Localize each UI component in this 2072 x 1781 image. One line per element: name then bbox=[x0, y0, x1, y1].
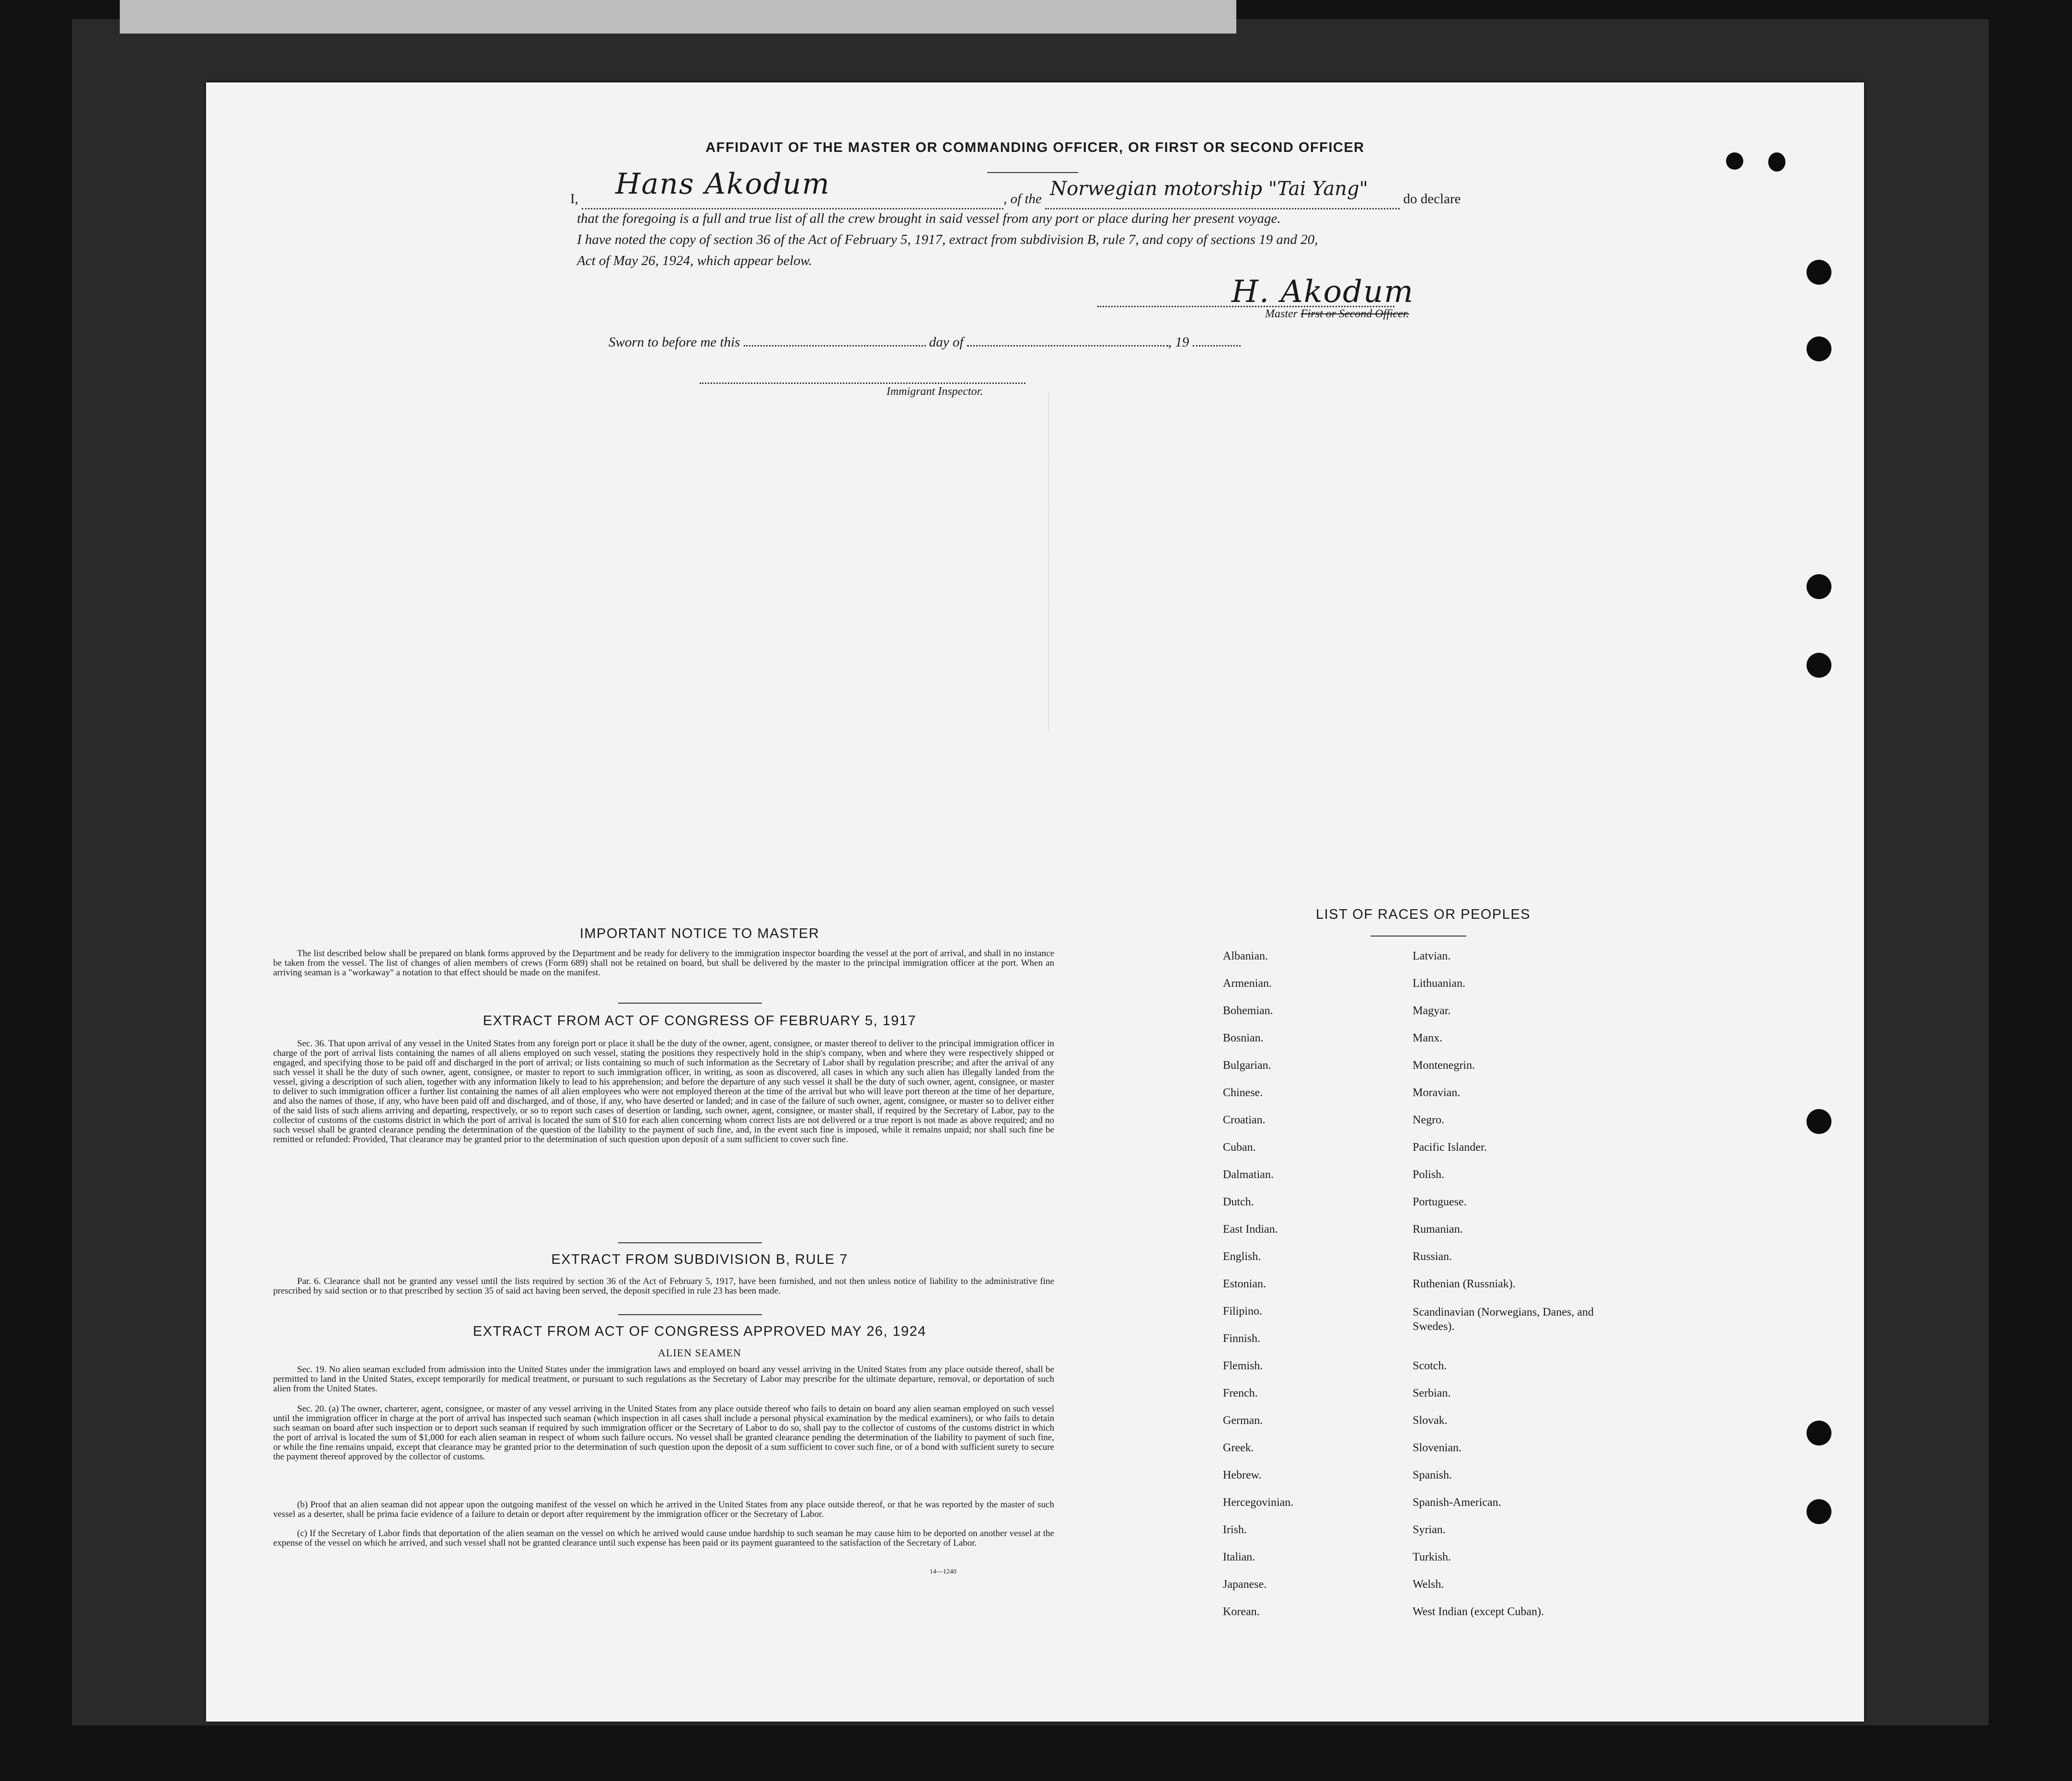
vessel-field bbox=[1045, 178, 1400, 209]
race-item: Moravian. bbox=[1413, 1087, 1461, 1099]
race-item: West Indian (except Cuban). bbox=[1413, 1606, 1544, 1618]
race-item: Greek. bbox=[1223, 1442, 1254, 1454]
affidavit-line2: that the foregoing is a full and true list of all the crew brought in said vessel from any port or place during her present voyage. bbox=[577, 211, 1281, 226]
extract-1917-body: Sec. 36. That upon arrival of any vessel in the United States from any foreign port or place it shall be the duty of the owner, agent, consignee, or master thereof to deliver to the principal immigration officer in charge of the port of arrival lists containing the names of all aliens employed on such vessel, stating the positions they respectively hold in the ship's company, when and where they were respectively shipped or engaged, and specifying those to be paid off and discharged in the port of arrival; or lists containing so much of such information as the Secretary of Labor shall by regulation prescribe; and after the arrival of any such vessel it shall be the duty of such owner, agent, consignee, or master to report to such immigration officer, in writing, as soon as discovered, all cases in which any such alien has illegally landed from the vessel, giving a description of such alien, together with any information likely to lead to his apprehension; and before the departure of any such vessel it shall be the duty of such owner, agent, consignee, or master to deliver to such immigration officer a further list containing the names of all alien employees who were not employed thereon at the time of the arrival but who will leave port thereon at the time of her departure, and also the names of those, if any, who have been paid off and discharged, and of those, if any, who have deserted or landed; and in case of the failure of such owner, agent, consignee, or master so to deliver either of the said lists of such aliens arriving and departing, respectively, or so to report such cases of desertion or landing, such owner, agent, consignee, or master shall, if required by the Secretary of Labor, pay to the collector of customs of the customs district in which the port of arrival is located the sum of $10 for each alien concerning whom correct lists are not delivered or a true report is not made as above required; and no such vessel shall be granted clearance pending the determination of the question of the liability to the payment of such fine, and, in the event such fine is imposed, while it remains unpaid; nor shall such fine be remitted or refunded: Provided, That clearance may be granted prior to the determination of such question upon deposit of a sum sufficient to cover such fine. bbox=[273, 1039, 1054, 1145]
race-item: Spanish. bbox=[1413, 1469, 1452, 1481]
year-label: , 19 bbox=[1168, 335, 1189, 350]
race-item: Spanish-American. bbox=[1413, 1496, 1501, 1509]
race-item: Hercegovinian. bbox=[1223, 1496, 1294, 1509]
race-item: Negro. bbox=[1413, 1114, 1444, 1126]
race-item: Slovak. bbox=[1413, 1414, 1448, 1427]
race-item: Bosnian. bbox=[1223, 1032, 1264, 1044]
vessel-handwritten: Norwegian motorship "Tai Yang" bbox=[1050, 178, 1368, 200]
binder-hole bbox=[1807, 653, 1831, 678]
name-handwritten: Hans Akodum bbox=[615, 167, 830, 201]
section-rule bbox=[618, 1003, 762, 1004]
section-rule bbox=[618, 1314, 762, 1315]
race-item: Portuguese. bbox=[1413, 1196, 1467, 1208]
signature-handwritten: H. Akodum bbox=[1232, 274, 1414, 310]
sworn-month-field bbox=[967, 345, 1168, 347]
section-rule bbox=[618, 1242, 762, 1243]
sworn-label: Sworn to before me this bbox=[609, 335, 740, 350]
race-item: Rumanian. bbox=[1413, 1223, 1463, 1236]
do-declare-label: do declare bbox=[1403, 191, 1461, 207]
extract-1924-title: EXTRACT FROM ACT OF CONGRESS APPROVED MAY 26, 1924 bbox=[472, 1324, 927, 1339]
extract-1917-title: EXTRACT FROM ACT OF CONGRESS OF FEBRUARY 5, 1917 bbox=[483, 1013, 917, 1029]
race-item: Armenian. bbox=[1223, 977, 1272, 990]
races-title: LIST OF RACES OR PEOPLES bbox=[1315, 907, 1531, 922]
race-item: Irish. bbox=[1223, 1524, 1247, 1536]
race-item: Welsh. bbox=[1413, 1578, 1444, 1591]
race-item: Magyar. bbox=[1413, 1005, 1451, 1017]
race-item: Scandinavian (Norwegians, Danes, and Swedes). bbox=[1413, 1306, 1594, 1333]
race-item: Chinese. bbox=[1223, 1087, 1263, 1099]
affidavit-line4: Act of May 26, 1924, which appear below. bbox=[577, 253, 812, 268]
race-item: East Indian. bbox=[1223, 1223, 1278, 1236]
signature-caption bbox=[1265, 308, 1409, 321]
inspector-line bbox=[700, 382, 1025, 384]
race-item: Pacific Islander. bbox=[1413, 1141, 1487, 1154]
race-item: Dutch. bbox=[1223, 1196, 1254, 1208]
fold-line bbox=[1048, 394, 1050, 729]
binder-hole bbox=[1807, 336, 1831, 361]
affidavit-i-label: I, bbox=[570, 191, 578, 207]
sec20a-body: Sec. 20. (a) The owner, charterer, agent, consignee, or master of any vessel arriving in the United States from any place outside thereof who fails to detain on board any alien seaman employed on such vessel until the immigration officer in charge at the port of arrival has inspected such seaman (which inspection in all cases shall include a personal physical examination by the medical examiners), or who fails to detain such seaman on board after such inspection or to deport such seaman if required by such immigration officer or the Secretary of Labor to do so, shall pay to the collector of customs of the customs district in which the port of arrival is located the sum of $1,000 for each alien seaman in respect of whom such failure occurs. No vessel shall be granted clearance pending the determination of the liability to payment of such fine, or while the fine remains unpaid, except that clearance may be granted prior to the determination of such question upon the deposit of a sum sufficient to cover such fine, or of a bond with sufficient surety to secure the payment thereof approved by the collector of customs. bbox=[273, 1404, 1054, 1462]
race-item: Cuban. bbox=[1223, 1141, 1256, 1154]
extract-1924-subtitle: ALIEN SEAMEN bbox=[658, 1347, 741, 1359]
day-of-label: day of bbox=[929, 335, 964, 350]
race-item: Slovenian. bbox=[1413, 1442, 1462, 1454]
race-item: Croatian. bbox=[1223, 1114, 1266, 1126]
race-item: English. bbox=[1223, 1250, 1261, 1263]
rule7-title: EXTRACT FROM SUBDIVISION B, RULE 7 bbox=[551, 1252, 848, 1267]
affidavit-line3: I have noted the copy of section 36 of the Act of February 5, 1917, extract from subdivision B, rule 7, and copy of sections 19 and 20, bbox=[577, 232, 1318, 247]
rule7-body: Par. 6. Clearance shall not be granted any vessel until the lists required by section 36 of the Act of February 5, 1917, have been furnished, and not then unless notice of liability to the administrative fine prescribed by said section or to that prescribed by section 35 of said act having been served, the deposit specified in rule 23 has been made. bbox=[273, 1276, 1054, 1296]
race-item: Serbian. bbox=[1413, 1387, 1451, 1399]
page-edge-above bbox=[120, 0, 1236, 34]
signature-struck: First or Second Officer. bbox=[1301, 308, 1409, 320]
of-the-label: , of the bbox=[1003, 191, 1042, 207]
signature-master: Master bbox=[1265, 308, 1298, 320]
race-item: Syrian. bbox=[1413, 1524, 1446, 1536]
binder-hole bbox=[1807, 1421, 1831, 1446]
affidavit-line1 bbox=[570, 167, 1711, 209]
race-item: Bohemian. bbox=[1223, 1005, 1273, 1017]
race-item: Filipino. bbox=[1223, 1305, 1263, 1318]
race-item: Polish. bbox=[1413, 1168, 1445, 1181]
race-item: Russian. bbox=[1413, 1250, 1452, 1263]
race-item: Estonian. bbox=[1223, 1278, 1266, 1290]
binder-hole bbox=[1807, 1109, 1831, 1134]
race-item: Bulgarian. bbox=[1223, 1059, 1271, 1072]
race-item: Japanese. bbox=[1223, 1578, 1267, 1591]
race-item: Albanian. bbox=[1223, 950, 1268, 962]
sworn-day-field bbox=[744, 345, 926, 347]
race-item: Ruthenian (Russniak). bbox=[1413, 1278, 1516, 1290]
race-item: Finnish. bbox=[1223, 1332, 1261, 1345]
notice-body: The list described below shall be prepared on blank forms approved by the Department and be ready for delivery to the immigration inspector boarding the vessel at the port of arrival, and shall in no instance be taken from the vessel. The list of changes of alien members of crews (Form 689) shall not be retained on board, but shall be delivered by the master to the principal immigration officer at the port. When an arriving seaman is a "workaway" a notation to that effect should be made on the manifest. bbox=[273, 948, 1054, 978]
document-page bbox=[206, 82, 1864, 1722]
form-number: 14—1240 bbox=[930, 1568, 956, 1575]
title-rule bbox=[987, 172, 1078, 173]
inspector-caption: Immigrant Inspector. bbox=[886, 385, 983, 398]
race-item: Italian. bbox=[1223, 1551, 1255, 1563]
binder-hole bbox=[1807, 1499, 1831, 1524]
sec19-body: Sec. 19. No alien seaman excluded from admission into the United States under the immigration laws and employed on board any vessel arriving in the United States from any place outside thereof, shall be permitted to land in the United States, except temporarily for medical treatment, or pursuant to such regulations as the Secretary of Labor may prescribe for the ultimate departure, removal, or deportation of such alien from the United States. bbox=[273, 1365, 1054, 1394]
race-item: Flemish. bbox=[1223, 1360, 1263, 1372]
races-rule bbox=[1370, 936, 1466, 937]
race-item: Lithuanian. bbox=[1413, 977, 1465, 990]
sec20b-body: (b) Proof that an alien seaman did not appear upon the outgoing manifest of the vessel on which he arrived in the United States from any place outside thereof, or that he was reported by the master of such vessel as a deserter, shall be prima facie evidence of a failure to detain or deport after requirement by the immigration officer or the Secretary of Labor. bbox=[273, 1500, 1054, 1519]
binder-hole bbox=[1807, 574, 1831, 599]
notice-title: IMPORTANT NOTICE TO MASTER bbox=[579, 926, 820, 941]
race-item: Montenegrin. bbox=[1413, 1059, 1475, 1072]
race-item: Manx. bbox=[1413, 1032, 1442, 1044]
sworn-line bbox=[609, 332, 1519, 353]
name-field bbox=[582, 167, 1003, 209]
race-item: Scotch. bbox=[1413, 1360, 1447, 1372]
race-item: German. bbox=[1223, 1414, 1263, 1427]
race-item: Hebrew. bbox=[1223, 1469, 1262, 1481]
race-item: Turkish. bbox=[1413, 1551, 1451, 1563]
race-item: Korean. bbox=[1223, 1606, 1260, 1618]
race-item: Latvian. bbox=[1413, 950, 1451, 962]
signature-line bbox=[1097, 306, 1394, 307]
binder-hole bbox=[1807, 260, 1831, 285]
race-item: French. bbox=[1223, 1387, 1258, 1399]
sec20c-body: (c) If the Secretary of Labor finds that deportation of the alien seaman on the vessel on which he arrived would cause undue hardship to such seaman he may cause him to be deported on another vessel at the expense of the vessel on which he arrived, and such vessel shall not be granted clearance until such expense has been paid or its payment guaranteed to the satisfaction of the Secretary of Labor. bbox=[273, 1528, 1054, 1548]
sworn-year-field bbox=[1193, 345, 1241, 347]
affidavit-title: AFFIDAVIT OF THE MASTER OR COMMANDING OFFICER, OR FIRST OR SECOND OFFICER bbox=[705, 140, 1365, 155]
race-item: Dalmatian. bbox=[1223, 1168, 1274, 1181]
